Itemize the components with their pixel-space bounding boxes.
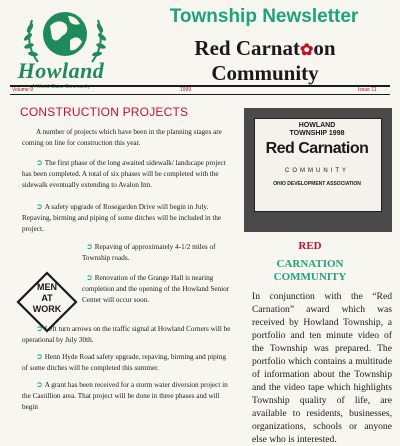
article-heading: CARNATION COMMUNITY	[273, 258, 347, 283]
issue-label: Issue 11	[358, 87, 377, 93]
list-item	[82, 241, 232, 264]
intro-text: A number of projects which have been in the planning stages are coming on line for construction this year.	[22, 128, 222, 147]
men-at-work-text	[16, 282, 78, 315]
item-text: Henn Hyde Road safety upgrade, repaving, birming and piping of some ditches will be completed this summer.	[22, 353, 226, 372]
article-body: In conjunction with the “Red Carnation” award which was received by Howland Township, a portfolio and ten minute video of the Township was prepared. The portfolio which contains a multitude of information about the Township and the video tape which highlights Township quality of life, are available to residents, businesses, organizations, schools or anyone else who is interested.	[252, 291, 392, 445]
sign-header	[258, 122, 376, 138]
arrow-bullet-icon: ➲	[36, 380, 43, 389]
arrow-bullet-icon: ➲	[36, 158, 43, 167]
arrow-bullet-icon: ➲	[36, 202, 43, 211]
arrow-bullet-icon: ➲	[86, 273, 93, 282]
arrow-bullet-icon: ➲	[86, 242, 93, 251]
feature-title-part2: on	[313, 36, 336, 60]
volume-label: Volume 9	[12, 87, 33, 93]
logo-tagline: A World Class Community	[32, 84, 90, 90]
sign-word: WORK	[32, 304, 62, 314]
sign-association: OHIO DEVELOPMENT ASSOCIATION	[273, 181, 361, 187]
sign-red-carnation: Red Carnation	[265, 140, 369, 157]
sign-line: TOWNSHIP 1998	[289, 130, 345, 137]
masthead-rule-top	[10, 85, 390, 87]
item-text: A grant has been received for a storm water diversion project in the Castillion area. That project will be done in three phases and will begin	[22, 381, 228, 411]
sign-community: COMMUNITY	[285, 168, 349, 174]
article-heading-red: RED	[298, 240, 322, 252]
item-text: A safety upgrade of Rosegarden Drive will begin in July. Repaving, birming and piping of some ditches will be included in the project.	[22, 203, 222, 233]
feature-title-part1: Red Carnat	[194, 36, 300, 60]
logo-name: Howland	[17, 58, 105, 83]
intro-paragraph	[22, 127, 232, 149]
year-label: 1999	[180, 87, 192, 93]
item-text: The first phase of the long awaited sidewalk/ landscape project has been completed. A total of six phases will be completed with the sidewalk eventually extending to Avalon Inn.	[22, 159, 226, 189]
sign-word: AT	[41, 293, 53, 303]
newsletter-title: Township Newsletter	[169, 6, 359, 27]
list-item	[82, 272, 232, 306]
list-item	[22, 379, 232, 413]
feature-title	[150, 37, 380, 84]
item-text: Left turn arrows on the traffic signal at Howland Corners will be operational by July 30th.	[22, 325, 231, 344]
masthead-rule-bottom	[10, 94, 390, 95]
list-item	[22, 323, 232, 346]
feature-title-line2: Community	[211, 61, 319, 85]
arrow-bullet-icon: ➲	[36, 324, 43, 333]
section-heading: CONSTRUCTION PROJECTS	[20, 105, 189, 119]
carnation-icon: ✿	[299, 42, 314, 59]
list-item	[22, 157, 232, 191]
sign-word: MEN	[37, 282, 57, 292]
item-text: Renovation of the Grange Hall is nearing completion and the opening of the Howland Senior Center will occur soon.	[82, 274, 230, 304]
arrow-bullet-icon: ➲	[36, 352, 43, 361]
sign-line: HOWLAND	[298, 122, 336, 129]
list-item	[22, 201, 232, 235]
list-item	[22, 351, 232, 374]
item-text: Repaving of approximately 4-1/2 miles of Township roads.	[82, 243, 216, 262]
